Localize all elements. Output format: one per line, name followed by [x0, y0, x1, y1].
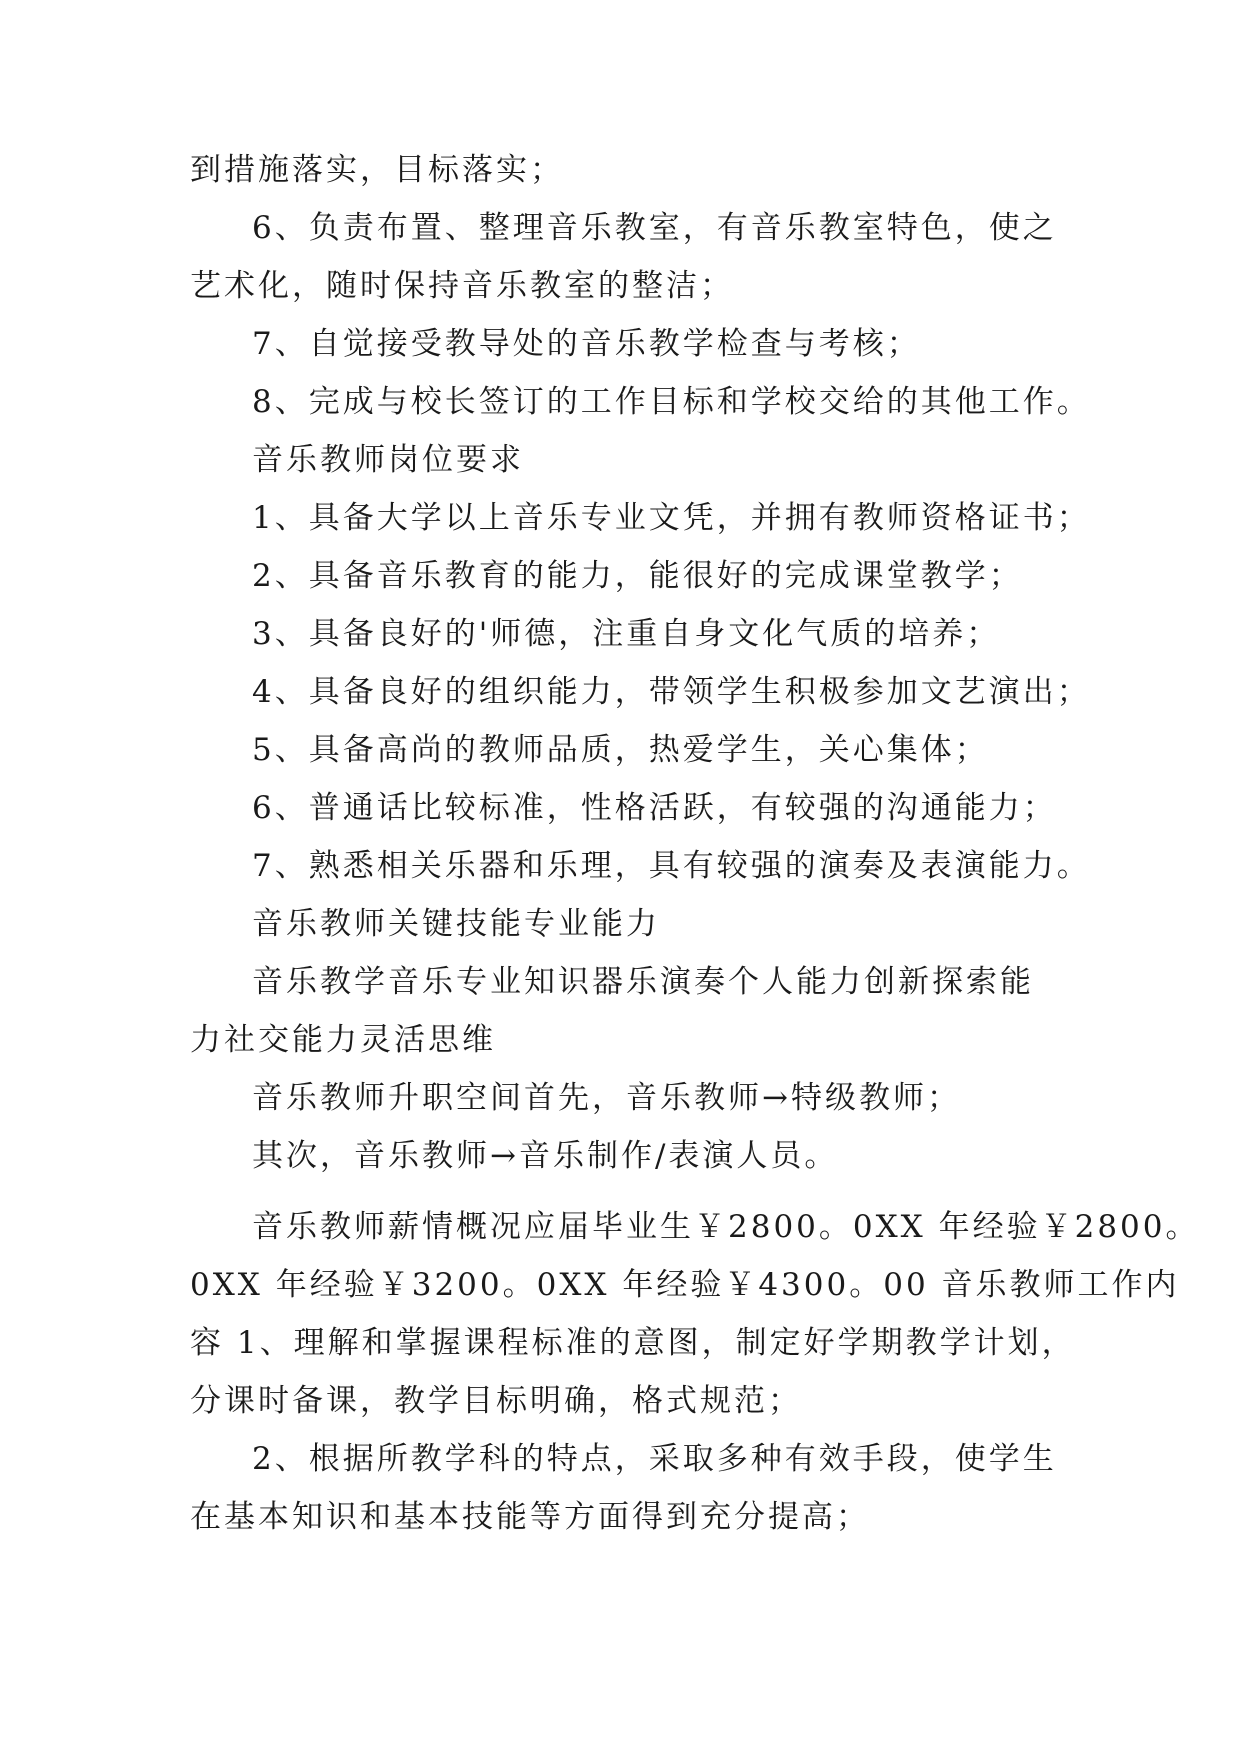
text-line-11: 5、具备高尚的教师品质，热爱学生，关心集体； — [252, 732, 989, 768]
text-line-3: 艺术化，随时保持音乐教室的整洁； — [190, 268, 734, 304]
text-line-8: 2、具备音乐教育的能力，能很好的完成课堂教学； — [252, 558, 1023, 594]
text-line-24: 在基本知识和基本技能等方面得到充分提高； — [190, 1499, 870, 1535]
text-line-12: 6、普通话比较标准，性格活跃，有较强的沟通能力； — [252, 790, 1057, 826]
section-heading-requirements: 音乐教师岗位要求 — [252, 442, 524, 478]
text-line-17: 音乐教师升职空间首先，音乐教师→特级教师； — [252, 1080, 961, 1116]
text-line-2: 6、负责布置、整理音乐教室，有音乐教室特色，使之 — [252, 210, 1057, 246]
text-line-22: 分课时备课，教学目标明确，格式规范； — [190, 1383, 802, 1419]
text-line-15: 音乐教学音乐专业知识器乐演奏个人能力创新探索能 — [252, 964, 1034, 1000]
text-line-16: 力社交能力灵活思维 — [190, 1022, 496, 1058]
text-line-4: 7、自觉接受教导处的音乐教学检查与考核； — [252, 326, 921, 362]
text-line-23: 2、根据所教学科的特点，采取多种有效手段，使学生 — [252, 1441, 1057, 1477]
section-heading-skills: 音乐教师关键技能专业能力 — [252, 906, 660, 942]
text-line-20: 0XX 年经验￥3200。0XX 年经验￥4300。00 音乐教师工作内 — [190, 1267, 1180, 1303]
text-line-1: 到措施落实，目标落实； — [190, 152, 564, 188]
text-line-5: 8、完成与校长签订的工作目标和学校交给的其他工作。 — [252, 384, 1091, 420]
text-line-21: 容 1、理解和掌握课程标准的意图，制定好学期教学计划， — [190, 1325, 1076, 1361]
text-line-19: 音乐教师薪情概况应届毕业生￥2800。0XX 年经验￥2800。 — [252, 1209, 1200, 1245]
text-line-9: 3、具备良好的'师德，注重自身文化气质的培养； — [252, 616, 1001, 652]
text-line-18: 其次，音乐教师→音乐制作/表演人员。 — [252, 1138, 839, 1174]
text-line-13: 7、熟悉相关乐器和乐理，具有较强的演奏及表演能力。 — [252, 848, 1091, 884]
text-line-7: 1、具备大学以上音乐专业文凭，并拥有教师资格证书； — [252, 500, 1091, 536]
text-line-10: 4、具备良好的组织能力，带领学生积极参加文艺演出； — [252, 674, 1091, 710]
